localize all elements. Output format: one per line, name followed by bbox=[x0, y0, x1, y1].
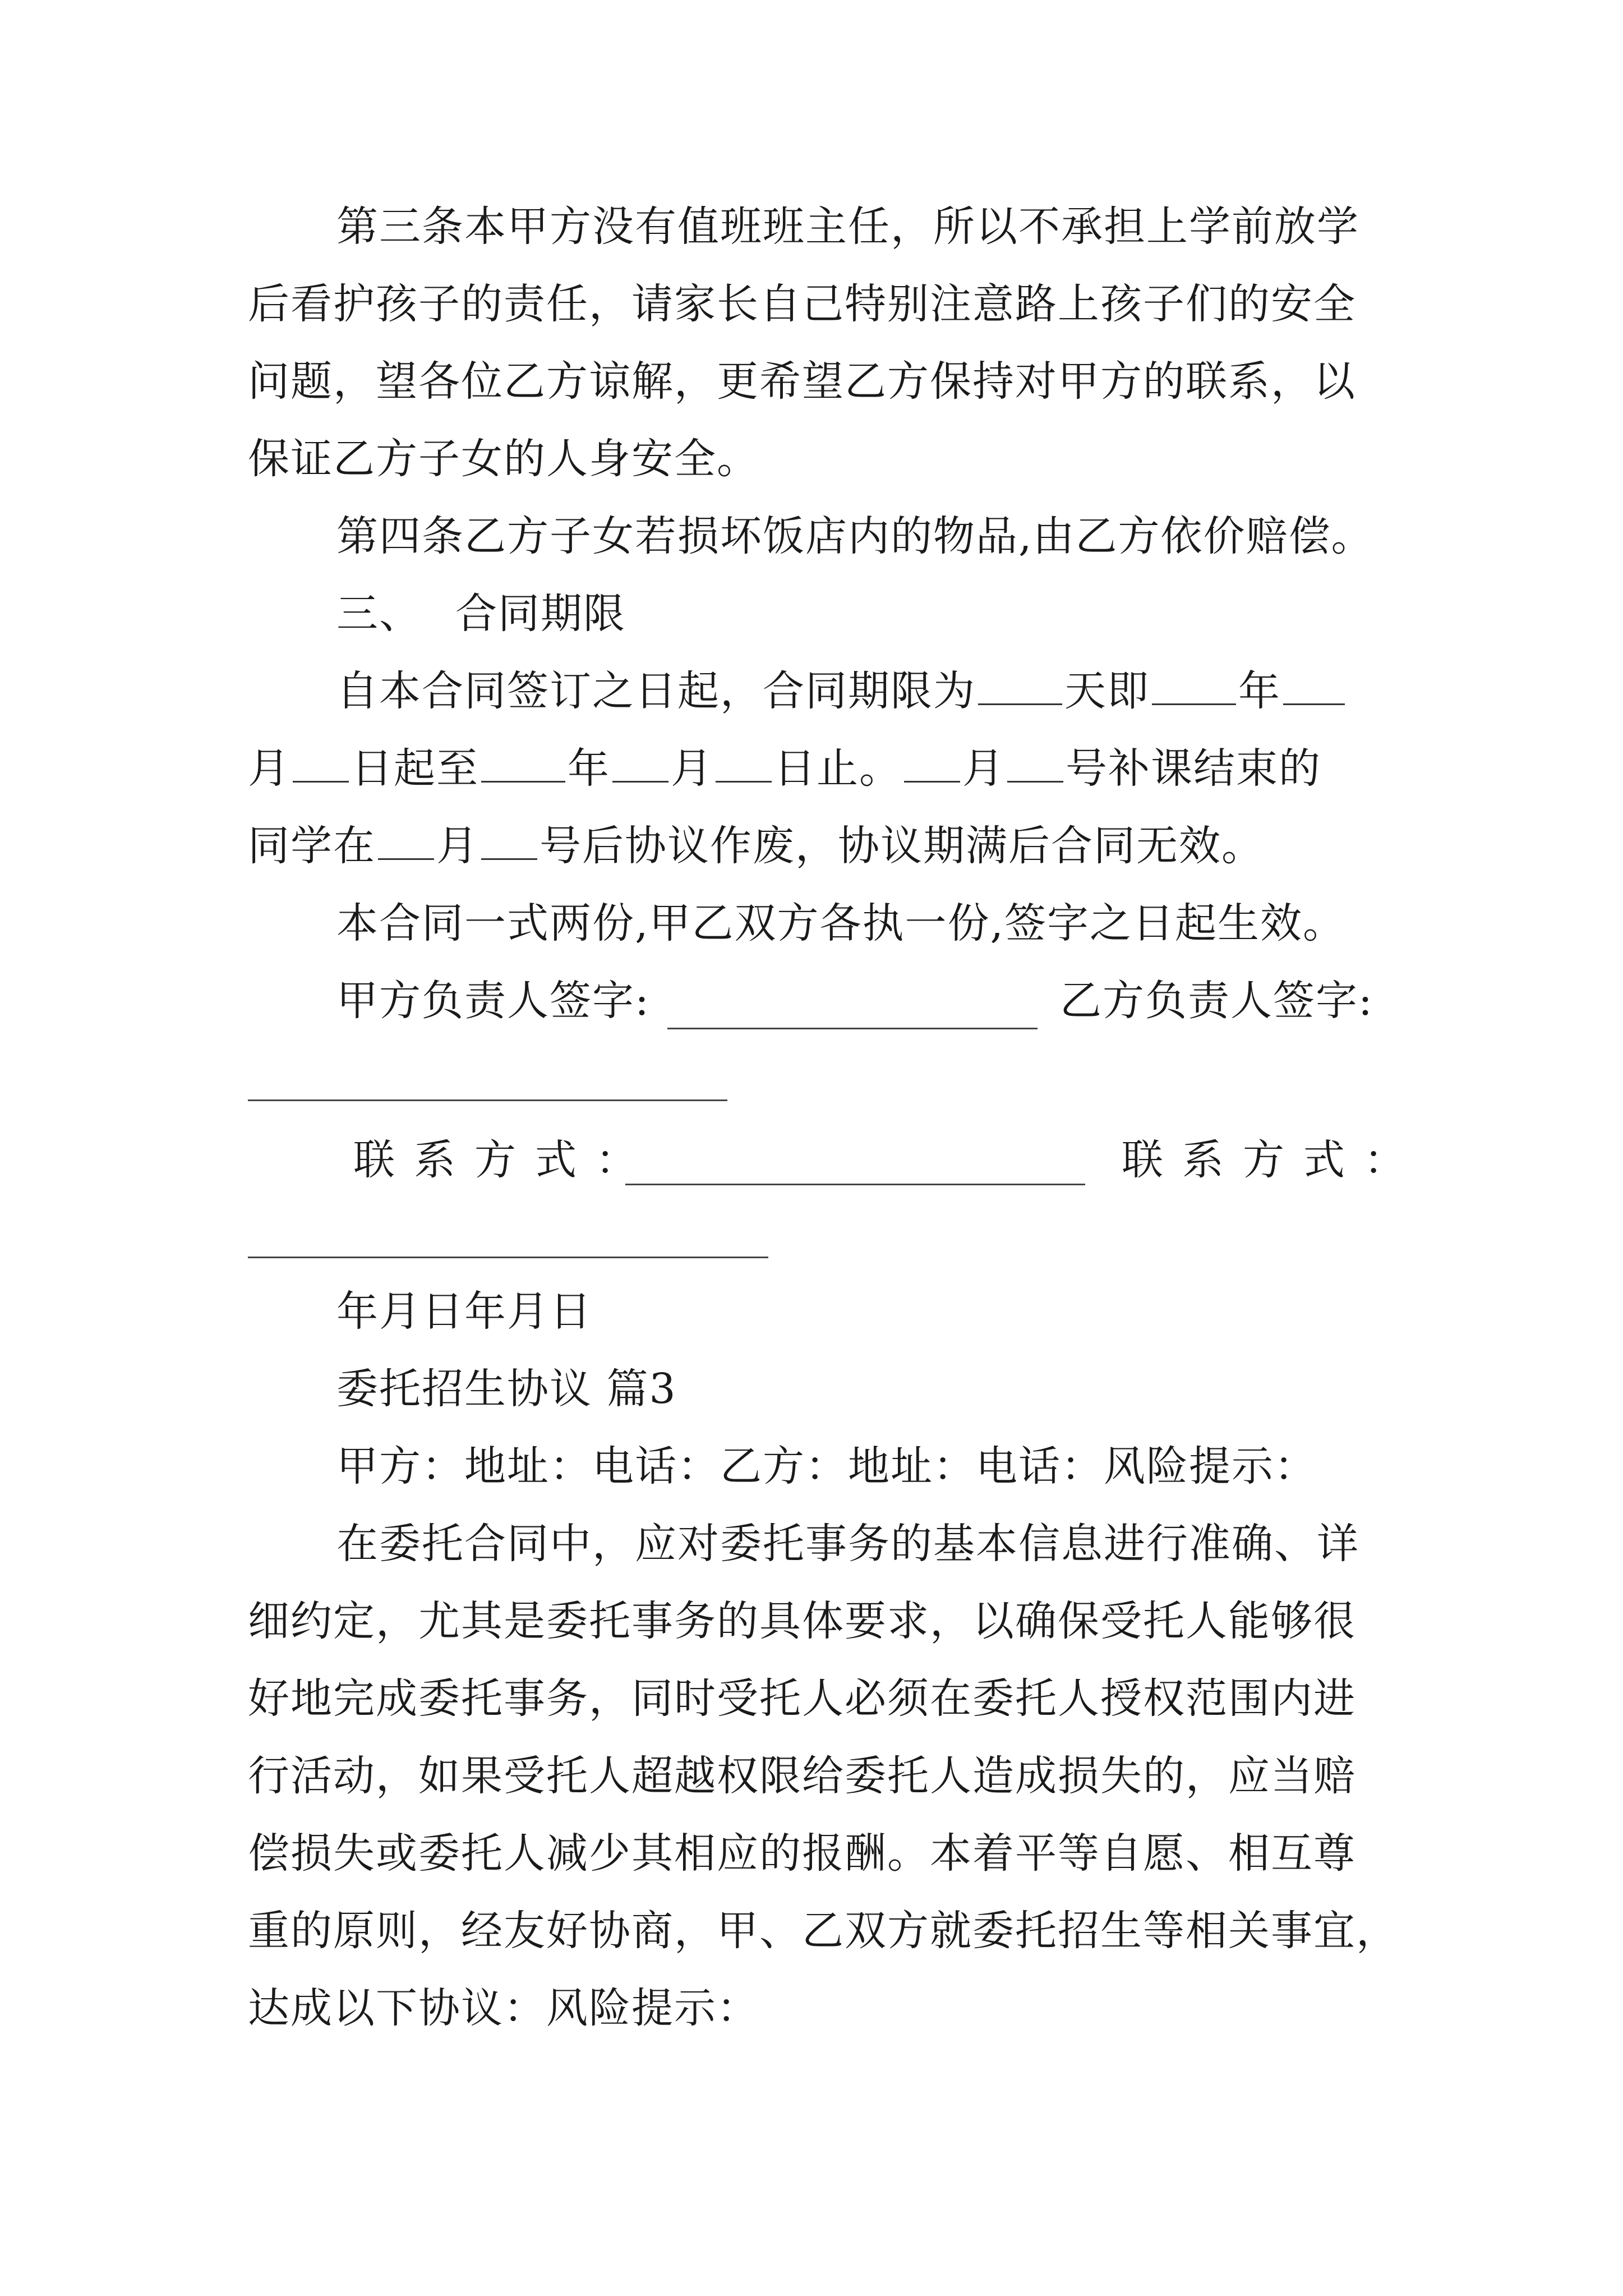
copies-clause: 本合同一式两份,甲乙双方各执一份,签字之日起生效。 bbox=[336, 899, 1346, 947]
term-line-2: 月 日起至 年 月 日止。 月 号补课结束的 bbox=[248, 742, 1321, 795]
end-year-blank[interactable] bbox=[481, 742, 565, 783]
section-3-title: 合同期限 bbox=[455, 590, 626, 638]
party-a-contact-label: 联系方式： bbox=[353, 1136, 656, 1184]
intro-line-3: 好地完成委托事务，同时受托人必须在委托人授权范围内进 bbox=[248, 1674, 1356, 1723]
party-a-contact-field[interactable] bbox=[625, 1184, 1085, 1185]
end-day-blank[interactable] bbox=[716, 742, 772, 783]
party-a-signature-label: 甲方负责人签字: bbox=[336, 977, 650, 1025]
intro-line-6: 重的原则，经友好协商，甲、乙双方就委托招生等相关事宜， bbox=[248, 1907, 1399, 1955]
intro-line-2: 细约定，尤其是委托事务的具体要求，以确保受托人能够很 bbox=[248, 1597, 1356, 1645]
void-month-blank[interactable] bbox=[378, 819, 434, 860]
section-3-heading bbox=[336, 587, 626, 641]
date-line: 年月日年月日 bbox=[336, 1287, 592, 1336]
party-b-contact-label: 联系方式： bbox=[1122, 1136, 1424, 1184]
class-end-month-blank[interactable] bbox=[904, 742, 960, 783]
intro-line-5: 偿损失或委托人减少其相应的报酬。本着平等自愿、相互尊 bbox=[248, 1829, 1356, 1878]
parties-line: 甲方：地址：电话：乙方：地址：电话：风险提示： bbox=[336, 1442, 1317, 1490]
clause-3-line-4: 保证乙方子女的人身安全。 bbox=[248, 435, 759, 483]
start-day-blank[interactable] bbox=[293, 742, 349, 783]
term-line-1: 自本合同签订之日起，合同期限为 天即 年 bbox=[336, 664, 1347, 718]
agreement-heading: 委托招生协议 篇3 bbox=[336, 1365, 677, 1413]
intro-line-1: 在委托合同中，应对委托事务的基本信息进行准确、详 bbox=[336, 1520, 1359, 1568]
party-b-signature-field[interactable] bbox=[248, 1099, 727, 1101]
start-year-blank[interactable] bbox=[1152, 664, 1236, 705]
clause-3-line-1: 第三条本甲方没有值班班主任，所以不承担上学前放学 bbox=[336, 203, 1359, 251]
class-end-day-blank[interactable] bbox=[1007, 742, 1063, 783]
days-blank[interactable] bbox=[978, 664, 1062, 705]
clause-4: 第四条乙方子女若损坏饭店内的物品,由乙方依价赔偿。 bbox=[336, 512, 1374, 560]
term-line-3: 同学在 月 号后协议作废，协议期满后合同无效。 bbox=[248, 819, 1264, 873]
party-b-contact-field[interactable] bbox=[248, 1257, 768, 1258]
party-b-signature-label: 乙方负责人签字: bbox=[1060, 977, 1373, 1025]
clause-3-line-3: 问题，望各位乙方谅解，更希望乙方保持对甲方的联系，以 bbox=[248, 357, 1356, 406]
start-month-blank-a[interactable] bbox=[1283, 664, 1345, 705]
end-month-blank[interactable] bbox=[612, 742, 668, 783]
intro-line-7: 达成以下协议：风险提示： bbox=[248, 1984, 759, 2032]
party-a-signature-field[interactable] bbox=[667, 1028, 1038, 1029]
clause-3-line-2: 后看护孩子的责任，请家长自己特别注意路上孩子们的安全 bbox=[248, 280, 1356, 328]
intro-line-4: 行活动，如果受托人超越权限给委托人造成损失的，应当赔 bbox=[248, 1752, 1356, 1800]
void-day-blank[interactable] bbox=[481, 819, 537, 860]
section-3-number: 三、 bbox=[336, 590, 422, 638]
